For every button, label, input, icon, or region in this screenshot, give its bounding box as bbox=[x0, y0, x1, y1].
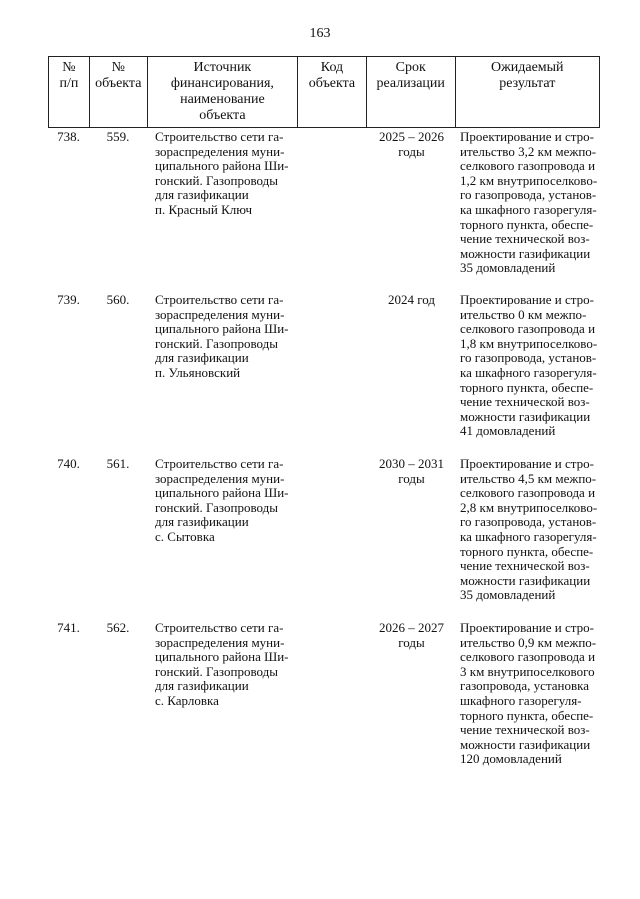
result-cell bbox=[456, 130, 600, 276]
source-line: ципального района Ши- bbox=[155, 158, 289, 174]
result-line: ительство 4,5 км межпо- bbox=[460, 470, 597, 486]
result-line: шкафного газорегуля- bbox=[460, 692, 582, 708]
table-row bbox=[48, 457, 600, 603]
result-line: можности газификации bbox=[460, 245, 591, 261]
header-line: объекта bbox=[308, 76, 356, 91]
result-line: Проектирование и стро- bbox=[460, 456, 594, 471]
result-line: селкового газопровода и bbox=[460, 649, 596, 665]
result-line: чение технической воз- bbox=[460, 231, 590, 247]
result-line: ительство 0 км межпо- bbox=[460, 306, 587, 322]
header-line: № bbox=[62, 60, 76, 75]
row-number: 740. bbox=[57, 456, 80, 471]
header-line: реализации bbox=[376, 76, 445, 91]
term-line: 2026 – 2027 bbox=[379, 620, 444, 635]
result-line: селкового газопровода и bbox=[460, 158, 596, 174]
header-line: п/п bbox=[59, 76, 79, 91]
result-line: 1,2 км внутрипоселково- bbox=[460, 172, 598, 188]
result-line: торного пункта, обеспе- bbox=[460, 543, 594, 559]
result-line: можности газификации bbox=[460, 408, 591, 424]
result-cell bbox=[456, 621, 600, 767]
result-line: селкового газопровода и bbox=[460, 321, 596, 337]
object-number: 561. bbox=[106, 456, 130, 471]
result-line: ка шкафного газорегуля- bbox=[460, 201, 597, 217]
table-row bbox=[48, 621, 600, 767]
source-line: гонский. Газопроводы bbox=[155, 499, 278, 515]
result-line: газопровода, установка bbox=[460, 678, 590, 694]
header-line: финансирования, bbox=[170, 76, 274, 91]
source-line: зораспределения муни- bbox=[155, 634, 285, 650]
source-line: гонский. Газопроводы bbox=[155, 663, 278, 679]
result-line: чение технической воз- bbox=[460, 558, 590, 574]
header-line: объекта bbox=[95, 76, 142, 91]
object-code bbox=[298, 621, 367, 767]
term-line: годы bbox=[398, 470, 425, 486]
result-line: 35 домовладений bbox=[460, 587, 556, 603]
source-line: гонский. Газопроводы bbox=[155, 172, 278, 188]
row-number: 741. bbox=[57, 620, 80, 635]
header-line: Источник bbox=[193, 60, 252, 75]
result-cell bbox=[456, 293, 600, 439]
source-line: для газификации bbox=[155, 678, 249, 694]
object-code bbox=[298, 130, 367, 276]
header-line: наименование bbox=[180, 92, 265, 107]
source-line: зораспределения муни- bbox=[155, 143, 285, 159]
header-line: № bbox=[111, 60, 125, 75]
term-cell bbox=[367, 130, 456, 276]
source-line: ципального района Ши- bbox=[155, 321, 289, 337]
result-line: Проектирование и стро- bbox=[460, 129, 594, 144]
result-line: Проектирование и стро- bbox=[460, 620, 594, 635]
result-line: 2,8 км внутрипоселково- bbox=[460, 499, 598, 515]
header-term bbox=[367, 57, 456, 127]
source-line: для газификации bbox=[155, 187, 249, 203]
result-line: Проектирование и стро- bbox=[460, 292, 594, 307]
term-line: 2024 год bbox=[388, 292, 435, 307]
object-number: 562. bbox=[106, 620, 130, 635]
source-line: Строительство сети га- bbox=[155, 620, 284, 635]
term-cell bbox=[367, 457, 456, 603]
term-line: 2025 – 2026 bbox=[379, 129, 444, 144]
source-line: п. Ульяновский bbox=[155, 364, 241, 380]
header-line: объекта bbox=[199, 108, 246, 123]
result-line: го газопровода, установ- bbox=[460, 187, 597, 203]
header-line: Ожидаемый bbox=[490, 60, 564, 75]
header-line: Срок bbox=[395, 60, 426, 75]
result-line: 120 домовладений bbox=[460, 751, 562, 767]
row-number: 738. bbox=[57, 129, 80, 144]
result-line: селкового газопровода и bbox=[460, 485, 596, 501]
source-line: для газификации bbox=[155, 514, 249, 530]
source-line: зораспределения муни- bbox=[155, 470, 285, 486]
object-code bbox=[298, 293, 367, 439]
term-cell bbox=[367, 293, 456, 439]
page-number: 163 bbox=[309, 26, 331, 41]
source-line: Строительство сети га- bbox=[155, 456, 284, 471]
result-line: можности газификации bbox=[460, 736, 591, 752]
term-line: годы bbox=[398, 634, 425, 650]
result-line: можности газификации bbox=[460, 572, 591, 588]
result-line: 41 домовладений bbox=[460, 423, 556, 439]
result-line: 35 домовладений bbox=[460, 260, 556, 276]
object-code bbox=[298, 457, 367, 603]
result-line: ка шкафного газорегуля- bbox=[460, 364, 597, 380]
table-header bbox=[48, 56, 600, 128]
table-row bbox=[48, 293, 600, 439]
source-line: с. Карловка bbox=[155, 692, 219, 708]
source-line: гонский. Газопроводы bbox=[155, 335, 278, 351]
term-line: годы bbox=[398, 143, 425, 159]
result-line: го газопровода, установ- bbox=[460, 350, 597, 366]
header-line: результат bbox=[499, 76, 556, 91]
source-line: ципального района Ши- bbox=[155, 485, 289, 501]
object-number: 559. bbox=[106, 129, 130, 144]
result-line: ительство 0,9 км межпо- bbox=[460, 634, 597, 650]
result-line: ительство 3,2 км межпо- bbox=[460, 143, 597, 159]
source-line: ципального района Ши- bbox=[155, 649, 289, 665]
result-line: го газопровода, установ- bbox=[460, 514, 597, 530]
header-result bbox=[456, 57, 599, 127]
object-number: 560. bbox=[106, 292, 130, 307]
result-cell bbox=[456, 457, 600, 603]
result-line: 1,8 км внутрипоселково- bbox=[460, 335, 598, 351]
source-cell bbox=[147, 457, 298, 603]
result-line: чение технической воз- bbox=[460, 394, 590, 410]
term-line: 2030 – 2031 bbox=[379, 456, 444, 471]
row-number: 739. bbox=[57, 292, 80, 307]
source-cell bbox=[147, 130, 298, 276]
term-cell bbox=[367, 621, 456, 767]
result-line: 3 км внутрипоселкового bbox=[460, 663, 595, 679]
source-line: Строительство сети га- bbox=[155, 129, 284, 144]
table-row bbox=[48, 130, 600, 276]
result-line: чение технической воз- bbox=[460, 722, 590, 738]
result-line: торного пункта, обеспе- bbox=[460, 216, 594, 232]
header-object-code bbox=[298, 57, 367, 127]
source-cell bbox=[147, 621, 298, 767]
result-line: торного пункта, обеспе- bbox=[460, 707, 594, 723]
source-line: зораспределения муни- bbox=[155, 306, 285, 322]
source-cell bbox=[147, 293, 298, 439]
result-line: торного пункта, обеспе- bbox=[460, 379, 594, 395]
header-row-number bbox=[49, 57, 90, 127]
header-object-number bbox=[90, 57, 148, 127]
header-line: Код bbox=[320, 60, 344, 75]
header-source bbox=[148, 57, 298, 127]
source-line: с. Сытовка bbox=[155, 528, 215, 544]
source-line: для газификации bbox=[155, 350, 249, 366]
source-line: Строительство сети га- bbox=[155, 292, 284, 307]
result-line: ка шкафного газорегуля- bbox=[460, 528, 597, 544]
source-line: п. Красный Ключ bbox=[155, 201, 252, 217]
